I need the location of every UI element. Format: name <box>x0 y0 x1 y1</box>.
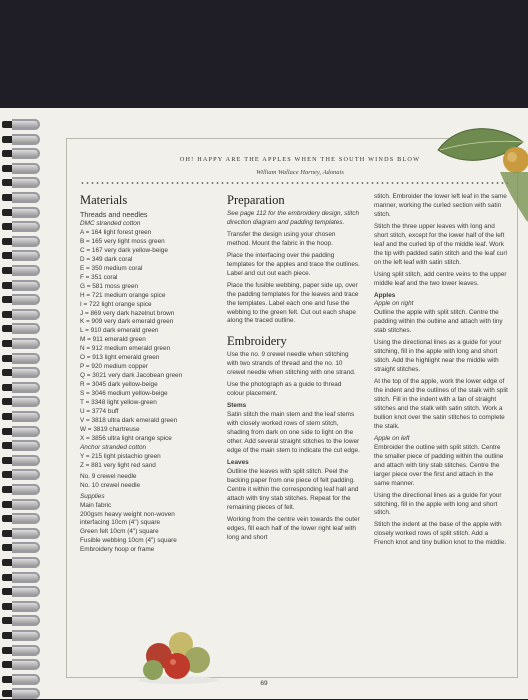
spiral-binding <box>0 112 46 699</box>
apple-right-paragraphs <box>374 309 508 431</box>
apple-left-heading: Apple on left <box>374 434 410 442</box>
needle-item: No. 9 crewel needle <box>80 472 137 480</box>
thread-item: C = 167 very dark yellow-beige <box>80 246 168 254</box>
embroidery-paragraph: Use the photograph as a guide to thread colour placement. <box>227 381 342 398</box>
embroidery-title: Embroidery <box>227 334 287 349</box>
thread-item: F = 351 coral <box>80 273 118 281</box>
binding-ring <box>2 541 42 554</box>
thread-item: E = 350 medium coral <box>80 264 143 272</box>
leaves-heading: Leaves <box>227 458 249 466</box>
stems-heading: Stems <box>227 402 247 410</box>
dotted-divider <box>80 182 508 184</box>
binding-ring <box>2 220 42 233</box>
binding-ring <box>2 381 42 394</box>
apples-column <box>374 193 508 551</box>
stems-text: Satin stitch the main stem and the leaf stems with closely worked rows of stem stitch, shading from dark on one side to light on the other. Add several straight stitches to the lower edge of the main stem to indicate the cut edge. <box>227 411 360 454</box>
thread-item: R = 3045 dark yellow-beige <box>80 381 158 389</box>
binding-ring <box>2 600 42 613</box>
leaves-paragraphs <box>227 468 360 543</box>
thread-item: Y = 215 light pistachio green <box>80 452 161 460</box>
apple-right-paragraph: Using the directional lines as a guide for your stitching, fill in the apple with long and short stitch. Add the highlight near the middle with straight stitches. <box>374 339 502 374</box>
anchor-heading: Anchor stranded cotton <box>80 443 147 451</box>
binding-ring <box>2 176 42 189</box>
dmc-heading: DMC stranded cotton <box>80 220 141 227</box>
binding-ring <box>2 293 42 306</box>
supply-item: Main fabric <box>80 501 112 509</box>
binding-ring <box>2 468 42 481</box>
thread-item: P = 920 medium copper <box>80 363 148 371</box>
binding-ring <box>2 556 42 569</box>
leaves-paragraph: Outline the leaves with split stitch. Peel the backing paper from one piece of felt padding. Centre it within the corresponding leaf hall and attach with tiny stab stitches. Repeat for the remaining pieces of felt. <box>227 467 359 511</box>
supply-item: Embroidery hoop or frame <box>80 546 155 554</box>
supply-item: 200gsm heavy weight non-woven interfacing 10cm (4") square <box>80 510 175 527</box>
apple-right-paragraph: At the top of the apple, work the lower edge of the indent and the outlines of the stalk with split stitch. Fill in the indent with a fan of straight stitches and the stalk with satin stitch. Work a bullion knot over the satin stitches to complete the stalk. <box>374 378 508 430</box>
supplies-list <box>80 502 200 556</box>
quote: OH! HAPPY ARE THE APPLES WHEN THE SOUTH WINDS BLOW <box>179 156 421 163</box>
page-number: 69 <box>260 680 268 687</box>
supply-item: Fusible webbing 10cm (4") square <box>80 537 177 545</box>
thread-item: L = 910 dark emerald green <box>80 327 159 335</box>
thread-item: H = 721 medium orange spice <box>80 291 166 299</box>
thread-item: W = 3819 chartreuse <box>80 425 140 433</box>
needle-list <box>80 473 200 491</box>
binding-ring <box>2 687 42 700</box>
dmc-list <box>80 229 200 444</box>
binding-ring <box>2 498 42 511</box>
binding-ring <box>2 658 42 671</box>
binding-ring <box>2 483 42 496</box>
needle-item: No. 10 crewel needle <box>80 481 141 489</box>
binding-ring <box>2 410 42 423</box>
materials-title: Materials <box>80 193 128 207</box>
embroidery-paragraphs <box>227 351 360 399</box>
binding-ring <box>2 512 42 525</box>
threads-heading: Threads and needles <box>80 210 148 219</box>
binding-ring <box>2 527 42 540</box>
apple-left-paragraph: Stitch the indent at the base of the apple with closely worked rows of split stitch. Add a French knot and tiny bullion knot to the middle. <box>374 521 507 547</box>
preparation-paragraph: Transfer the design using your chosen method. Mount the fabric in the hoop. <box>227 230 336 247</box>
apples-heading: Apples <box>374 291 396 299</box>
thread-item: M = 911 emerald green <box>80 336 146 344</box>
binding-ring <box>2 322 42 335</box>
materials-column <box>80 193 200 555</box>
binding-ring <box>2 571 42 584</box>
apple-left-paragraph: Using the directional lines as a guide for your stitching, fill in the apple with long and short stitch. <box>374 491 502 517</box>
binding-ring <box>2 614 42 627</box>
preparation-intro: See page 112 for the embroidery design, stitch direction diagram and padding templates. <box>227 210 360 226</box>
binding-ring <box>2 249 42 262</box>
thread-item: X = 3856 ultra light orange spice <box>80 434 172 442</box>
background-top <box>0 0 528 108</box>
thread-item: U = 3774 buff <box>80 408 119 416</box>
thread-item: K = 909 very dark emerald green <box>80 318 174 326</box>
preparation-title: Preparation <box>227 193 285 207</box>
binding-ring <box>2 585 42 598</box>
binding-ring <box>2 264 42 277</box>
anchor-list <box>80 453 200 471</box>
supplies-heading: Supplies <box>80 492 105 500</box>
binding-ring <box>2 425 42 438</box>
preparation-paragraph: Place the fusible webbing, paper side up, over the padding templates for the leaves and trace the templates. Label each one and fuse the webbing to the green felt. Cut out each shape along the traced outline. <box>227 281 359 325</box>
apple-right-heading: Apple on right <box>374 300 414 308</box>
binding-ring <box>2 352 42 365</box>
preparation-paragraphs <box>227 231 360 327</box>
thread-item: D = 349 dark coral <box>80 255 133 263</box>
binding-ring <box>2 308 42 321</box>
thread-item: Z = 881 very light red sand <box>80 461 156 469</box>
binding-ring <box>2 147 42 160</box>
binding-ring <box>2 644 42 657</box>
binding-ring <box>2 629 42 642</box>
thread-item: G = 581 moss green <box>80 282 139 290</box>
binding-ring <box>2 162 42 175</box>
preparation-column <box>227 193 360 546</box>
binding-ring <box>2 366 42 379</box>
binding-ring <box>2 279 42 292</box>
thread-item: N = 912 medium emerald green <box>80 345 171 353</box>
binding-ring <box>2 206 42 219</box>
col3-paragraph-3: Using split stitch, add centre veins to the upper middle leaf and the two lower leaves. <box>374 270 507 287</box>
embroidery-paragraph: Use the no. 9 crewel needle when stitching with two strands of thread and the no. 10 crewel needle when stitching with one strand. <box>227 351 356 377</box>
thread-item: T = 3348 light yellow-green <box>80 399 157 407</box>
thread-item: S = 3046 medium yellow-beige <box>80 390 168 398</box>
binding-ring <box>2 191 42 204</box>
binding-ring <box>2 118 42 131</box>
binding-ring <box>2 337 42 350</box>
thread-item: V = 3818 ultra dark emerald green <box>80 416 178 424</box>
apples-illustration <box>137 626 219 684</box>
binding-ring <box>2 454 42 467</box>
leaves-paragraph: Working from the centre vein towards the outer edges, fill each half of the lower right leaf with long and short <box>227 515 360 541</box>
apple-left-paragraph: Embroider the outline with split stitch. Centre the smaller piece of padding within the outline and attach with tiny stab stitches. Centre the larger piece over the first and attach in the same manner. <box>374 443 504 487</box>
binding-ring <box>2 235 42 248</box>
thread-item: J = 869 very dark hazelnut brown <box>80 309 175 317</box>
thread-item: B = 165 very light moss green <box>80 237 165 245</box>
col3-paragraph-1: stitch. Embroider the lower left leaf in the same manner, working the curled section with satin stitch. <box>374 193 507 218</box>
thread-item: I = 722 light orange spice <box>80 300 152 308</box>
binding-ring <box>2 395 42 408</box>
apple-left-paragraphs <box>374 444 508 548</box>
col3-paragraph-2: Stitch the three upper leaves with long and short stitch, except for the lower half of the left leaf and the curled tip of the middle leaf. Work the tip with padded satin stitch and the leaf curl on the left leaf with satin stitch. <box>374 222 507 266</box>
thread-item: A = 164 light forest green <box>80 228 152 236</box>
binding-ring <box>2 439 42 452</box>
apple-right-paragraph: Outline the apple with split stitch. Centre the padding within the outline and attach with tiny stab stitches. <box>374 309 503 335</box>
binding-ring <box>2 133 42 146</box>
supply-item: Green felt 10cm (4") square <box>80 528 159 536</box>
thread-item: O = 913 light emerald green <box>80 354 160 362</box>
preparation-paragraph: Place the interfacing over the padding templates for the apples and trace the outlines. Label and cut out each piece. <box>227 251 360 277</box>
thread-item: Q = 3021 very dark Jacobean green <box>80 372 183 380</box>
attribution: William Wallace Harney, Adonais <box>256 169 344 176</box>
